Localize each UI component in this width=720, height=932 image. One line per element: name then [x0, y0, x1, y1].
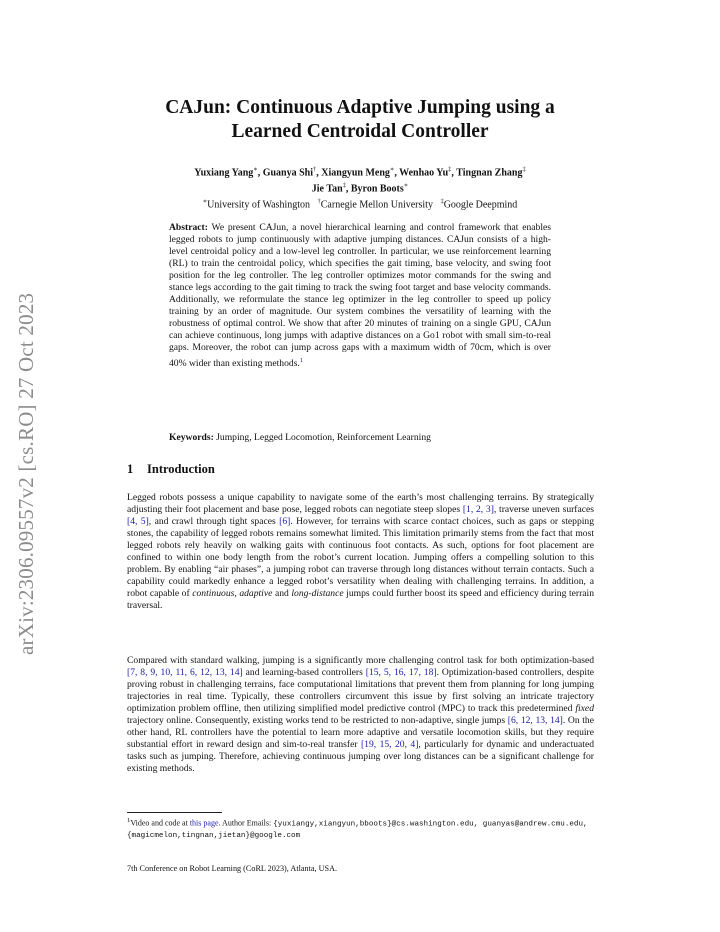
title-line-1: CAJun: Continuous Adaptive Jumping using a — [165, 97, 555, 118]
text-run: . Optimization-based controllers, despite proving robust in challenging terrains, face computational limitations that prevent them from planning for long jumping trajectories in real time. Typically, these controllers circumvent this issue by first solving an intricate trajectory optimization problem offline, then utilizing simplified model predictive control (MPC) to track this predetermined — [127, 666, 594, 714]
emphasis: fixed — [575, 702, 594, 714]
footnote — [127, 816, 602, 841]
intro-paragraph-1 — [127, 492, 594, 612]
text-run: . On the other hand, RL controllers have the potential to learn more adaptive and versatile locomotion skills, but they require substantial effort in reward design and sim-to-real transfer — [127, 714, 594, 750]
emphasis: continuous — [192, 587, 235, 599]
citation[interactable]: [7, 8, 9, 10, 11, 6, 12, 13, 14] — [127, 666, 243, 678]
arxiv-stamp: arXiv:2306.09557v2 [cs.RO] 27 Oct 2023 — [14, 292, 38, 655]
section-number: 1 — [127, 462, 134, 476]
text-run: , and crawl through tight spaces — [148, 515, 280, 527]
affiliation: Carnegie Mellon University — [320, 198, 433, 210]
affiliation-mark: ‡ — [448, 166, 452, 173]
text-run: trajectory online. Consequently, existing works tend to be restricted to non-adaptive, single jumps — [127, 714, 508, 726]
author-name: Wenhao Yu — [399, 167, 449, 179]
emphasis: long-distance — [291, 587, 344, 599]
conference-note: 7th Conference on Robot Learning (CoRL 2023), Atlanta, USA. — [127, 864, 338, 873]
keywords — [169, 432, 551, 443]
affiliation-mark: † — [313, 166, 317, 173]
text-run: , traverse uneven surfaces — [493, 503, 595, 515]
paper-title — [100, 96, 620, 144]
affiliation-mark: ∗ — [253, 166, 258, 173]
affiliation-mark: ∗ — [389, 166, 395, 173]
citation[interactable]: [19, 15, 20, 4] — [360, 738, 419, 750]
author-name: Xiangyun Meng — [321, 167, 390, 179]
project-page-link[interactable]: this page — [189, 818, 219, 828]
title-line-2: Learned Centroidal Controller — [231, 121, 489, 142]
section-title: Introduction — [147, 462, 215, 476]
emphasis: adaptive — [239, 587, 273, 599]
affiliation-mark: ‡ — [522, 166, 526, 173]
text-run: Compared with standard walking, jumping is a significantly more challenging control task for both optimization-based — [127, 655, 594, 666]
abstract-label: Abstract: — [169, 222, 208, 233]
affiliation-mark: ∗ — [202, 197, 208, 205]
text-run: . Author Emails: — [218, 818, 274, 828]
footnote-divider — [127, 812, 222, 813]
affiliation-mark: ‡ — [440, 197, 444, 205]
author-block — [100, 164, 620, 211]
affiliation-mark: ‡ — [342, 181, 346, 189]
affiliation: University of Washington — [207, 198, 310, 210]
author-name: Tingnan Zhang — [456, 167, 523, 179]
author-name: Guanya Shi — [262, 167, 314, 179]
text-run: Legged robots possess a unique capability to navigate some of the earth’s most challenging terrains. By strategically adjusting their foot placement and base pose, legged robots can negotiate steep slopes — [127, 492, 594, 515]
text-run: Video and code at — [130, 818, 190, 828]
affiliation: Google Deepmind — [443, 198, 518, 210]
footnote-mark: 1 — [127, 817, 131, 824]
text-run: , particularly for dynamic and underactuated tasks such as jumping. Therefore, achieving continuous jumping over long distances can be a significant challenge for existing methods. — [127, 738, 595, 774]
affiliation-mark: † — [317, 197, 321, 205]
citation[interactable]: [15, 5, 16, 17, 18] — [365, 666, 437, 678]
section-heading — [127, 462, 215, 477]
text-run: jumps could further boost its speed and efficiency during terrain traversal. — [127, 587, 594, 611]
text-run: , — [234, 587, 240, 599]
citation[interactable]: [1, 2, 3] — [462, 503, 494, 515]
keywords-text: Jumping, Legged Locomotion, Reinforcement Learning — [216, 432, 431, 443]
keywords-label: Keywords: — [169, 432, 214, 443]
citation[interactable]: [6] — [279, 515, 291, 527]
abstract-text: We present CAJun, a novel hierarchical learning and control framework that enables legged robots to jump continuously with adaptive jumping distances. CAJun consists of a high-level centroidal policy and a low-level leg controller. In particular, we use reinforcement learning (RL) to train the centroidal policy, which specifies the gait timing, base velocity, and swing foot position for the leg controller. The leg controller optimizes motor commands for the swing and stance legs according to the gait timing to track the swing foot target and base velocity commands. Additionally, we reformulate the stance leg optimizer in the leg controller to speed up policy training by an order of magnitude. Our system combines the versatility of learning with the robustness of optimal control. We show that after 20 minutes of training on a single GPU, CAJun can achieve continuous, long jumps with adaptive distances on a Go1 robot with small sim-to-real gaps. Moreover, the robot can jump across gaps with a maximum width of 70cm, which is over 40% wider than existing methods. — [169, 222, 551, 369]
text-run: . However, for terrains with scarce contact choices, such as gaps or stepping stones, the capability of legged robots remains somewhat limited. This limitation primarily stems from the fact that most legged robots rely heavily on walking gaits with continuous foot contacts. As such, options for foot placement are confined to within one body length from the robot’s current location. Jumping offers a compelling solution to this problem. By enabling “air phases”, a jumping robot can traverse through long distances without terrain contacts. Such a capability could markedly enhance a legged robot’s versatility when dealing with challenging terrains. In addition, a robot capable of — [127, 515, 595, 599]
text-run: and learning-based controllers — [242, 666, 366, 678]
citation[interactable]: [4, 5] — [127, 515, 149, 527]
author-name: Jie Tan — [311, 183, 343, 195]
footnote-ref[interactable]: 1 — [299, 356, 304, 364]
affiliations — [100, 196, 620, 212]
author-name: Byron Boots — [350, 183, 404, 195]
text-run: and — [272, 587, 292, 599]
citation[interactable]: [6, 12, 13, 14] — [507, 714, 563, 726]
author-name: Yuxiang Yang — [194, 167, 254, 179]
affiliation-mark: ∗ — [403, 181, 409, 189]
abstract — [169, 222, 551, 370]
intro-paragraph-2 — [127, 655, 594, 775]
author-emails: {yuxiangy,xiangyun,bboots}@cs.washington.edu, guanyas@andrew.cmu.edu, {magicmelon,tingnan,jietan}@google.com — [127, 820, 588, 840]
author-names: Yuxiang Yang∗, Guanya Shi†, Xiangyun Meng∗, Wenhao Yu‡, Tingnan Zhang‡ Jie Tan‡, Byron Boots∗ — [194, 166, 526, 195]
